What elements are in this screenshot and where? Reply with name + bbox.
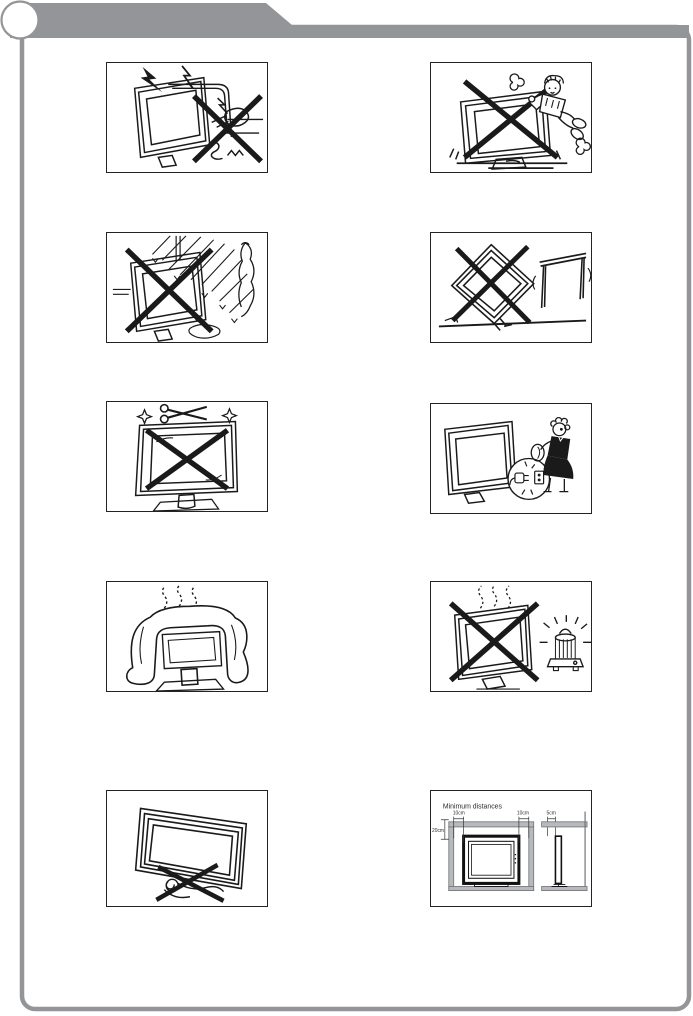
corner-circle-decoration [2,2,39,39]
figure-minimum-distances [430,790,592,907]
tv-unplug-power-icon [431,404,591,513]
figure-no-unstable-placement [430,232,592,343]
side-view-walls [542,822,587,891]
tv-minimum-distances-diagram [431,791,591,906]
figure-no-rain-exposure [106,232,268,343]
figure-no-objects-on-top [106,401,268,512]
minimum-distances-title: Minimum distances [442,803,502,811]
tv-no-cable-strain-icon [107,791,267,906]
figure-no-child-climbing [430,62,592,173]
tv-no-rain-exposure-icon [107,233,267,342]
gap-label-far-right: 5cm [546,810,556,817]
tv-no-objects-on-top-icon [107,402,267,511]
tv-no-heat-source-icon [431,582,591,691]
figure-no-covering [106,581,268,692]
tv-side-view [555,836,561,883]
tv-no-unstable-surface-icon [431,233,591,342]
figure-no-touch-lightning [106,62,268,173]
tv-no-child-climbing-icon [431,63,591,172]
figure-no-heat-source [430,581,592,692]
tv-lightning-no-touch-icon [107,63,267,172]
figure-unplug-power [430,403,592,514]
gap-label-left: 20cm [431,827,445,835]
header-bar [10,3,689,38]
gap-label-top-left: 10cm [452,810,465,817]
figure-no-cable-strain [106,790,268,907]
gap-label-top-right: 10cm [516,810,529,817]
tv-no-covering-icon [107,582,267,691]
